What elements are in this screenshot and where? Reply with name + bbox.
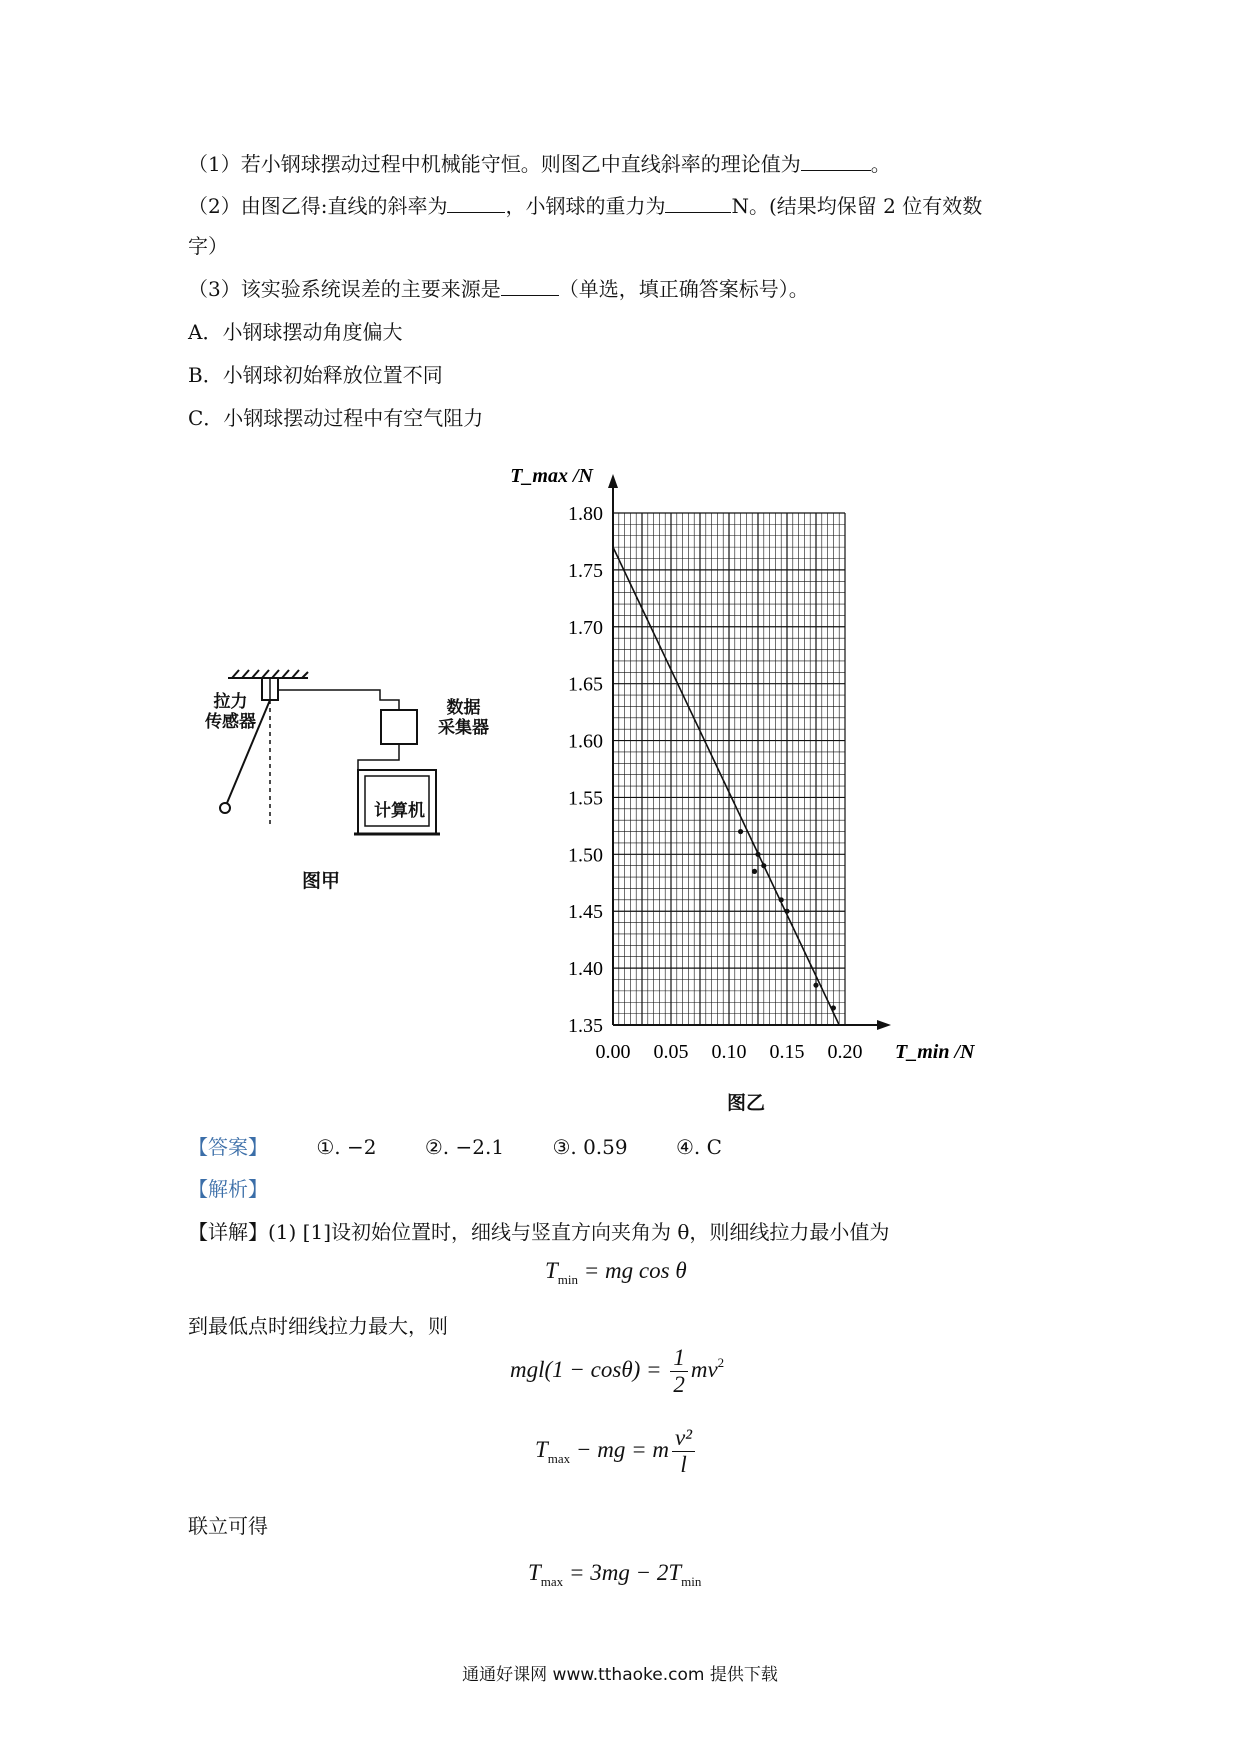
page-footer: 通通好课网 www.tthaoke.com 提供下载 [462, 1665, 778, 1685]
answer-blank [501, 275, 559, 296]
data-point [784, 909, 789, 914]
option-c: C．小钢球摆动过程中有空气阻力 [188, 406, 484, 430]
y-tick-label: 1.45 [568, 901, 603, 924]
y-tick-label: 1.60 [568, 730, 603, 753]
detail-line-1: 【详解】(1) [1]设初始位置时，细线与竖直方向夹角为 θ，则细线拉力最小值为 [188, 1220, 890, 1244]
x-axis-arrow [877, 1020, 891, 1030]
option-a: A．小钢球摆动角度偏大 [188, 320, 403, 344]
data-point [755, 852, 760, 857]
y-tick-label: 1.50 [568, 844, 603, 867]
grid [613, 513, 845, 1025]
data-point [813, 983, 818, 988]
y-tick-label: 1.70 [568, 616, 603, 639]
answer-blank [447, 192, 505, 213]
answer-item-1: ①. −2 [316, 1135, 377, 1159]
answer-blank [801, 150, 871, 171]
detail-line-3: 联立可得 [188, 1514, 268, 1538]
ceiling-support [228, 670, 308, 678]
question-2-cont: 字） [188, 234, 228, 258]
option-b: B．小钢球初始释放位置不同 [188, 363, 443, 387]
detail-line-2: 到最低点时细线拉力最大，则 [188, 1314, 448, 1338]
x-tick-label: 0.15 [769, 1041, 805, 1063]
answer-item-4: ④. C [675, 1135, 722, 1159]
question-2: （2）由图乙得:直线的斜率为 ，小钢球的重力为 N。(结果均保留 2 位有效数 [188, 194, 983, 218]
equation-4: $T_{max} = 3mg - 2T_{min}$ [528, 1560, 702, 1589]
y-tick-label: 1.80 [568, 503, 603, 525]
collector-label: 数据 采集器 [438, 698, 489, 738]
answer-blank [665, 192, 731, 213]
figure-yi-chart [510, 460, 975, 1120]
x-tick-label: 0.00 [595, 1041, 631, 1063]
x-tick-label: 0.10 [711, 1041, 747, 1063]
equation-2: mgl(1 − cosθ) = $\frac{1}{2}$ $mv^2$ [510, 1345, 725, 1397]
analysis-label: 【解析】 [188, 1177, 268, 1201]
sensor-label: 拉力 传感器 [205, 692, 256, 732]
x-tick-label: 0.05 [653, 1041, 689, 1063]
y-tick-label: 1.55 [568, 787, 603, 810]
fraction: $\frac{\text{v²}}{l}$ [672, 1425, 695, 1478]
y-tick-label: 1.35 [568, 1015, 603, 1037]
data-point [761, 863, 766, 868]
wire-collector-computer [358, 744, 399, 770]
x-tick-label: 0.20 [827, 1041, 863, 1063]
y-tick-label: 1.75 [568, 559, 603, 582]
answer-label: 【答案】 [188, 1135, 268, 1159]
data-collector [381, 710, 417, 744]
chart-caption: 图乙 [727, 1092, 766, 1114]
answer-item-3: ③. 0.59 [552, 1135, 628, 1159]
data-point [752, 869, 757, 874]
equation-1: $T_{min}$ = mg cos θ [545, 1258, 687, 1287]
y-axis-arrow [608, 474, 618, 488]
wire-sensor-collector [278, 690, 399, 710]
figure-jia-caption: 图甲 [302, 870, 341, 892]
steel-ball [220, 803, 230, 813]
answer-item-2: ②. −2.1 [424, 1135, 505, 1159]
equation-3: $T_{max}$ − mg = m $\frac{\text{v²}}{l}$ [535, 1425, 698, 1478]
question-1: （1）若小钢球摆动过程中机械能守恒。则图乙中直线斜率的理论值为 。 [188, 152, 891, 176]
y-tick-label: 1.40 [568, 958, 603, 981]
fraction: $\frac{1}{2}$ [670, 1345, 688, 1398]
data-point [831, 1005, 836, 1010]
data-point [738, 829, 743, 834]
y-tick-label: 1.65 [568, 673, 603, 696]
computer-label: 计算机 [374, 801, 425, 821]
question-3: （3）该实验系统误差的主要来源是 （单选，填正确答案标号）。 [188, 277, 809, 301]
data-point [779, 897, 784, 902]
y-axis-label: T_max /N [510, 465, 593, 487]
x-axis-label: T_min /N [895, 1041, 975, 1063]
answer-row [188, 1133, 722, 1161]
